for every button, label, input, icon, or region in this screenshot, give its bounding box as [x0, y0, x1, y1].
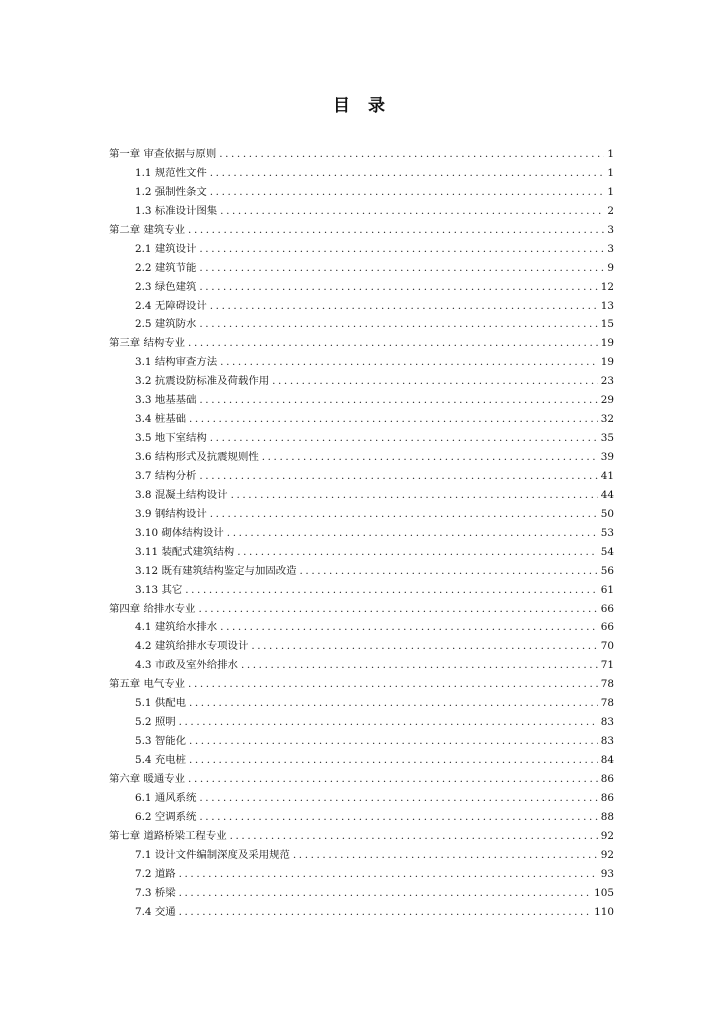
table-of-contents: [109, 145, 614, 921]
toc-entry-label: 3.3 地基基础: [135, 394, 197, 407]
toc-page-number: 19: [600, 356, 614, 369]
toc-entry-label: 2.3 绿色建筑: [135, 280, 197, 293]
toc-dot-leader: [199, 808, 597, 827]
toc-dot-leader: [179, 903, 592, 922]
toc-entry-label: 第五章 电气专业: [109, 678, 186, 691]
toc-section-entry[interactable]: [109, 903, 614, 922]
toc-chapter-entry[interactable]: [109, 334, 614, 353]
toc-entry-label: 第六章 暖通专业: [109, 772, 186, 785]
toc-page-number: 35: [600, 432, 614, 445]
toc-section-entry[interactable]: [109, 448, 614, 467]
toc-entry-label: 3.1 结构审查方法: [135, 356, 218, 369]
toc-dot-leader: [251, 637, 597, 656]
toc-entry-label: 4.3 市政及室外给排水: [135, 659, 238, 672]
toc-page-number: 83: [600, 735, 614, 748]
toc-section-entry[interactable]: [109, 391, 614, 410]
toc-entry-label: 3.9 钢结构设计: [135, 507, 207, 520]
toc-dot-leader: [189, 751, 598, 770]
toc-page-number: 3: [607, 242, 614, 255]
toc-entry-label: 2.5 建筑防水: [135, 318, 197, 331]
toc-dot-leader: [179, 884, 592, 903]
toc-dot-leader: [210, 429, 598, 448]
toc-dot-leader: [189, 410, 598, 429]
toc-dot-leader: [262, 448, 598, 467]
toc-page-number: 78: [600, 697, 614, 710]
toc-section-entry[interactable]: [109, 353, 614, 372]
toc-dot-leader: [199, 278, 597, 297]
toc-dot-leader: [189, 732, 598, 751]
toc-page-number: 86: [600, 791, 614, 804]
toc-dot-leader: [230, 827, 598, 846]
toc-entry-label: 3.2 抗震设防标准及荷载作用: [135, 375, 270, 388]
toc-page-number: 92: [600, 829, 614, 842]
toc-dot-leader: [227, 524, 598, 543]
toc-dot-leader: [293, 846, 598, 865]
toc-entry-label: 第一章 审查依据与原则: [109, 148, 217, 160]
toc-section-entry[interactable]: [109, 656, 614, 675]
toc-chapter-entry[interactable]: [109, 600, 614, 619]
toc-page-number: 53: [600, 526, 614, 539]
toc-page-number: 1: [607, 166, 614, 179]
toc-dot-leader: [185, 581, 598, 600]
toc-page-number: 105: [594, 886, 614, 899]
toc-entry-label: 第二章 建筑专业: [109, 223, 186, 236]
toc-section-entry[interactable]: [109, 789, 614, 808]
toc-chapter-entry[interactable]: [109, 675, 614, 694]
toc-page-number: 70: [600, 640, 614, 653]
toc-entry-label: 第四章 给排水专业: [109, 602, 196, 615]
toc-dot-leader: [199, 789, 597, 808]
toc-section-entry[interactable]: [109, 618, 614, 637]
toc-page-number: 9: [607, 261, 614, 274]
page-title: 目 录: [333, 96, 391, 116]
toc-page-number: 88: [600, 810, 614, 823]
toc-dot-leader: [219, 145, 604, 164]
toc-entry-label: 1.1 规范性文件: [135, 166, 207, 179]
toc-dot-leader: [189, 694, 598, 713]
toc-page-number: 71: [600, 659, 614, 672]
toc-dot-leader: [199, 315, 597, 334]
toc-entry-label: 1.3 标准设计图集: [135, 204, 218, 217]
toc-entry-label: 6.1 通风系统: [135, 791, 197, 804]
toc-entry-label: 4.1 建筑给水排水: [135, 621, 218, 634]
toc-section-entry[interactable]: [109, 505, 614, 524]
toc-chapter-entry[interactable]: [109, 145, 614, 164]
toc-dot-leader: [198, 600, 597, 619]
toc-entry-label: 第三章 结构专业: [109, 337, 186, 350]
toc-page-number: 3: [607, 223, 614, 236]
toc-dot-leader: [210, 505, 598, 524]
toc-dot-leader: [188, 675, 598, 694]
toc-dot-leader: [199, 391, 597, 410]
toc-section-entry[interactable]: [109, 183, 614, 202]
toc-section-entry[interactable]: [109, 240, 614, 259]
toc-page-number: 84: [600, 754, 614, 766]
toc-entry-label: 3.8 混凝土结构设计: [135, 488, 228, 501]
toc-entry-label: 3.10 砌体结构设计: [135, 526, 224, 539]
toc-dot-leader: [210, 183, 605, 202]
toc-entry-label: 5.3 智能化: [135, 735, 186, 748]
toc-entry-label: 3.5 地下室结构: [135, 432, 207, 445]
toc-page-number: 66: [600, 602, 614, 615]
toc-entry-label: 3.13 其它: [135, 583, 183, 596]
toc-entry-label: 7.2 道路: [135, 867, 176, 880]
toc-page-number: 39: [600, 451, 614, 463]
toc-entry-label: 2.4 无障碍设计: [135, 299, 207, 312]
toc-page-number: 54: [600, 545, 614, 558]
toc-entry-label: 7.4 交通: [135, 905, 176, 918]
toc-page-number: 110: [594, 905, 614, 918]
toc-page-number: 23: [600, 375, 614, 388]
toc-page-number: 2: [607, 204, 614, 217]
toc-page-number: 66: [600, 621, 614, 634]
toc-section-entry[interactable]: [109, 429, 614, 448]
toc-page-number: 15: [600, 318, 614, 331]
toc-page-number: 13: [600, 299, 614, 312]
toc-dot-leader: [237, 543, 598, 562]
toc-dot-leader: [241, 656, 598, 675]
toc-section-entry[interactable]: [109, 884, 614, 903]
toc-page-number: 19: [600, 337, 614, 350]
toc-dot-leader: [199, 467, 597, 486]
toc-page-number: 93: [600, 867, 614, 880]
toc-entry-label: 3.7 结构分析: [135, 469, 197, 482]
toc-section-entry[interactable]: [109, 865, 614, 884]
toc-page-number: 92: [600, 848, 614, 861]
toc-dot-leader: [188, 334, 598, 353]
toc-section-entry[interactable]: [109, 164, 614, 183]
toc-section-entry[interactable]: [109, 543, 614, 562]
toc-entry-label: 3.6 结构形式及抗震规则性: [135, 451, 259, 463]
toc-dot-leader: [199, 259, 604, 278]
toc-page-number: 1: [607, 148, 614, 160]
toc-chapter-entry[interactable]: [109, 221, 614, 240]
toc-entry-label: 3.4 桩基础: [135, 413, 186, 426]
toc-dot-leader: [179, 865, 598, 884]
toc-section-entry[interactable]: [109, 297, 614, 316]
toc-section-entry[interactable]: [109, 713, 614, 732]
toc-entry-label: 3.12 既有建筑结构鉴定与加固改造: [135, 564, 297, 577]
toc-page-number: 56: [600, 564, 614, 577]
toc-dot-leader: [220, 618, 598, 637]
toc-section-entry[interactable]: [109, 202, 614, 221]
toc-dot-leader: [220, 202, 604, 221]
toc-section-entry[interactable]: [109, 486, 614, 505]
toc-chapter-entry[interactable]: [109, 770, 614, 789]
toc-entry-label: 5.1 供配电: [135, 697, 186, 710]
toc-entry-label: 5.2 照明: [135, 716, 176, 729]
toc-entry-label: 2.2 建筑节能: [135, 261, 197, 274]
toc-page-number: 1: [607, 185, 614, 198]
toc-dot-leader: [300, 562, 598, 581]
toc-section-entry[interactable]: [109, 637, 614, 656]
toc-dot-leader: [188, 770, 598, 789]
toc-page-number: 83: [600, 716, 614, 729]
toc-page-number: 61: [600, 583, 614, 596]
toc-dot-leader: [199, 240, 604, 259]
toc-entry-label: 5.4 充电桩: [135, 754, 186, 766]
toc-entry-label: 4.2 建筑给排水专项设计: [135, 640, 249, 653]
toc-entry-label: 7.3 桥梁: [135, 886, 176, 899]
toc-dot-leader: [188, 221, 604, 240]
toc-section-entry[interactable]: [109, 846, 614, 865]
toc-entry-label: 1.2 强制性条文: [135, 185, 207, 198]
toc-entry-label: 7.1 设计文件编制深度及采用规范: [135, 848, 290, 861]
toc-dot-leader: [210, 297, 598, 316]
toc-page-number: 32: [600, 413, 614, 426]
toc-dot-leader: [220, 353, 598, 372]
toc-page-number: 44: [600, 488, 614, 501]
toc-entry-label: 第七章 道路桥梁工程专业: [109, 829, 227, 842]
toc-section-entry[interactable]: [109, 694, 614, 713]
toc-section-entry[interactable]: [109, 372, 614, 391]
toc-page-number: 41: [600, 469, 614, 482]
toc-section-entry[interactable]: [109, 524, 614, 543]
toc-entry-label: 2.1 建筑设计: [135, 242, 197, 255]
toc-dot-leader: [179, 713, 598, 732]
toc-section-entry[interactable]: [109, 278, 614, 297]
toc-entry-label: 3.11 装配式建筑结构: [135, 545, 235, 558]
toc-section-entry[interactable]: [109, 808, 614, 827]
toc-section-entry[interactable]: [109, 581, 614, 600]
toc-section-entry[interactable]: [109, 732, 614, 751]
toc-dot-leader: [272, 372, 598, 391]
toc-dot-leader: [210, 164, 605, 183]
toc-section-entry[interactable]: [109, 751, 614, 770]
toc-section-entry[interactable]: [109, 467, 614, 486]
toc-section-entry[interactable]: [109, 410, 614, 429]
toc-page-number: 29: [600, 394, 614, 407]
toc-section-entry[interactable]: [109, 315, 614, 334]
toc-chapter-entry[interactable]: [109, 827, 614, 846]
toc-dot-leader: [231, 486, 598, 505]
toc-page-number: 86: [600, 772, 614, 785]
toc-section-entry[interactable]: [109, 259, 614, 278]
toc-section-entry[interactable]: [109, 562, 614, 581]
toc-page-number: 78: [600, 678, 614, 691]
toc-page-number: 50: [600, 507, 614, 520]
toc-entry-label: 6.2 空调系统: [135, 810, 197, 823]
toc-page-number: 12: [600, 280, 614, 293]
